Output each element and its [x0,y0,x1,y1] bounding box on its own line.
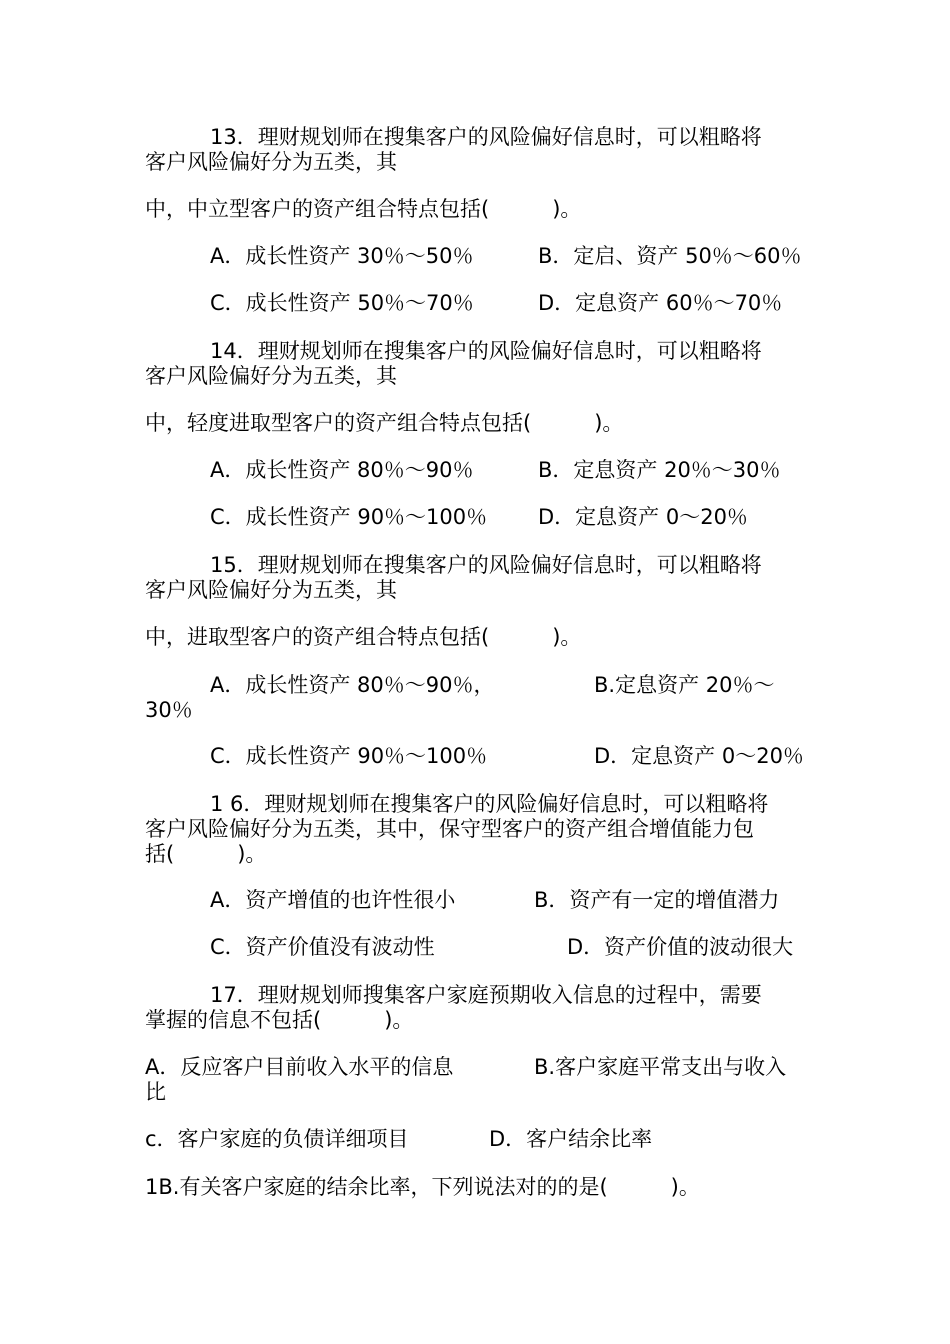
question-15-option-c: C．成长性资产 90％～100％ [210,744,488,768]
question-14-option-a: A．成长性资产 80％～90％ [210,458,474,482]
question-14-stem-line1: 14．理财规划师在搜集客户的风险偏好信息时，可以粗略将 [210,339,762,363]
question-13-stem-line2: 客户风险偏好分为五类，其 [145,150,397,174]
question-16-stem-line2: 客户风险偏好分为五类，其中，保守型客户的资产组合增值能力包 [145,817,754,841]
question-16-option-c: C．资产价值没有波动性 [210,935,435,959]
question-13-option-a: A．成长性资产 30％～50％ [210,244,474,268]
question-14-option-d: D．定息资产 0～20％ [538,505,748,529]
question-17-option-b-wrap: 比 [145,1080,166,1104]
question-14-option-b: B．定息资产 20％～30％ [538,458,781,482]
question-16-option-d: D．资产价值的波动很大 [567,935,794,959]
question-15-stem-line1: 15．理财规划师在搜集客户的风险偏好信息时，可以粗略将 [210,553,762,577]
question-15-option-a: A．成长性资产 80％～90％， [210,673,495,697]
question-16-stem-line3: 括( )。 [145,842,267,866]
question-17-option-a: A．反应客户目前收入水平的信息 [145,1055,454,1079]
question-14-stem-line3: 中，轻度进取型客户的资产组合特点包括( )。 [145,411,624,435]
question-13-option-d: D．定息资产 60％～70％ [538,291,783,315]
question-17-option-b: B.客户家庭平常支出与收入 [534,1055,787,1079]
question-15-option-b: B.定息资产 20％～ [594,673,775,697]
question-17-stem-line1: 17．理财规划师搜集客户家庭预期收入信息的过程中，需要 [210,983,762,1007]
question-13-stem-line1: 13．理财规划师在搜集客户的风险偏好信息时，可以粗略将 [210,125,762,149]
question-14-stem-line2: 客户风险偏好分为五类，其 [145,364,397,388]
question-13-option-b: B．定启、资产 50％～60％ [538,244,802,268]
question-16-stem-line1: 1 6．理财规划师在搜集客户的风险偏好信息时，可以粗略将 [210,792,769,816]
question-14-option-c: C．成长性资产 90％～100％ [210,505,488,529]
question-13-option-c: C．成长性资产 50％～70％ [210,291,474,315]
question-15-stem-line3: 中，进取型客户的资产组合特点包括( )。 [145,625,582,649]
question-15-option-d: D．定息资产 0～20％ [594,744,804,768]
question-13-stem-line3: 中，中立型客户的资产组合特点包括( )。 [145,197,582,221]
question-16-option-a: A．资产增值的也许性很小 [210,888,456,912]
question-16-option-b: B．资产有一定的增值潜力 [534,888,780,912]
question-18-stem-line1: 1B.有关客户家庭的结余比率，下列说法对的的是( )。 [145,1175,700,1199]
question-17-option-d: D．客户结余比率 [489,1127,653,1151]
question-15-option-b-wrap: 30％ [145,698,193,722]
question-15-stem-line2: 客户风险偏好分为五类，其 [145,578,397,602]
question-17-option-c: c．客户家庭的负债详细项目 [145,1127,409,1151]
question-17-stem-line2: 掌握的信息不包括( )。 [145,1008,414,1032]
